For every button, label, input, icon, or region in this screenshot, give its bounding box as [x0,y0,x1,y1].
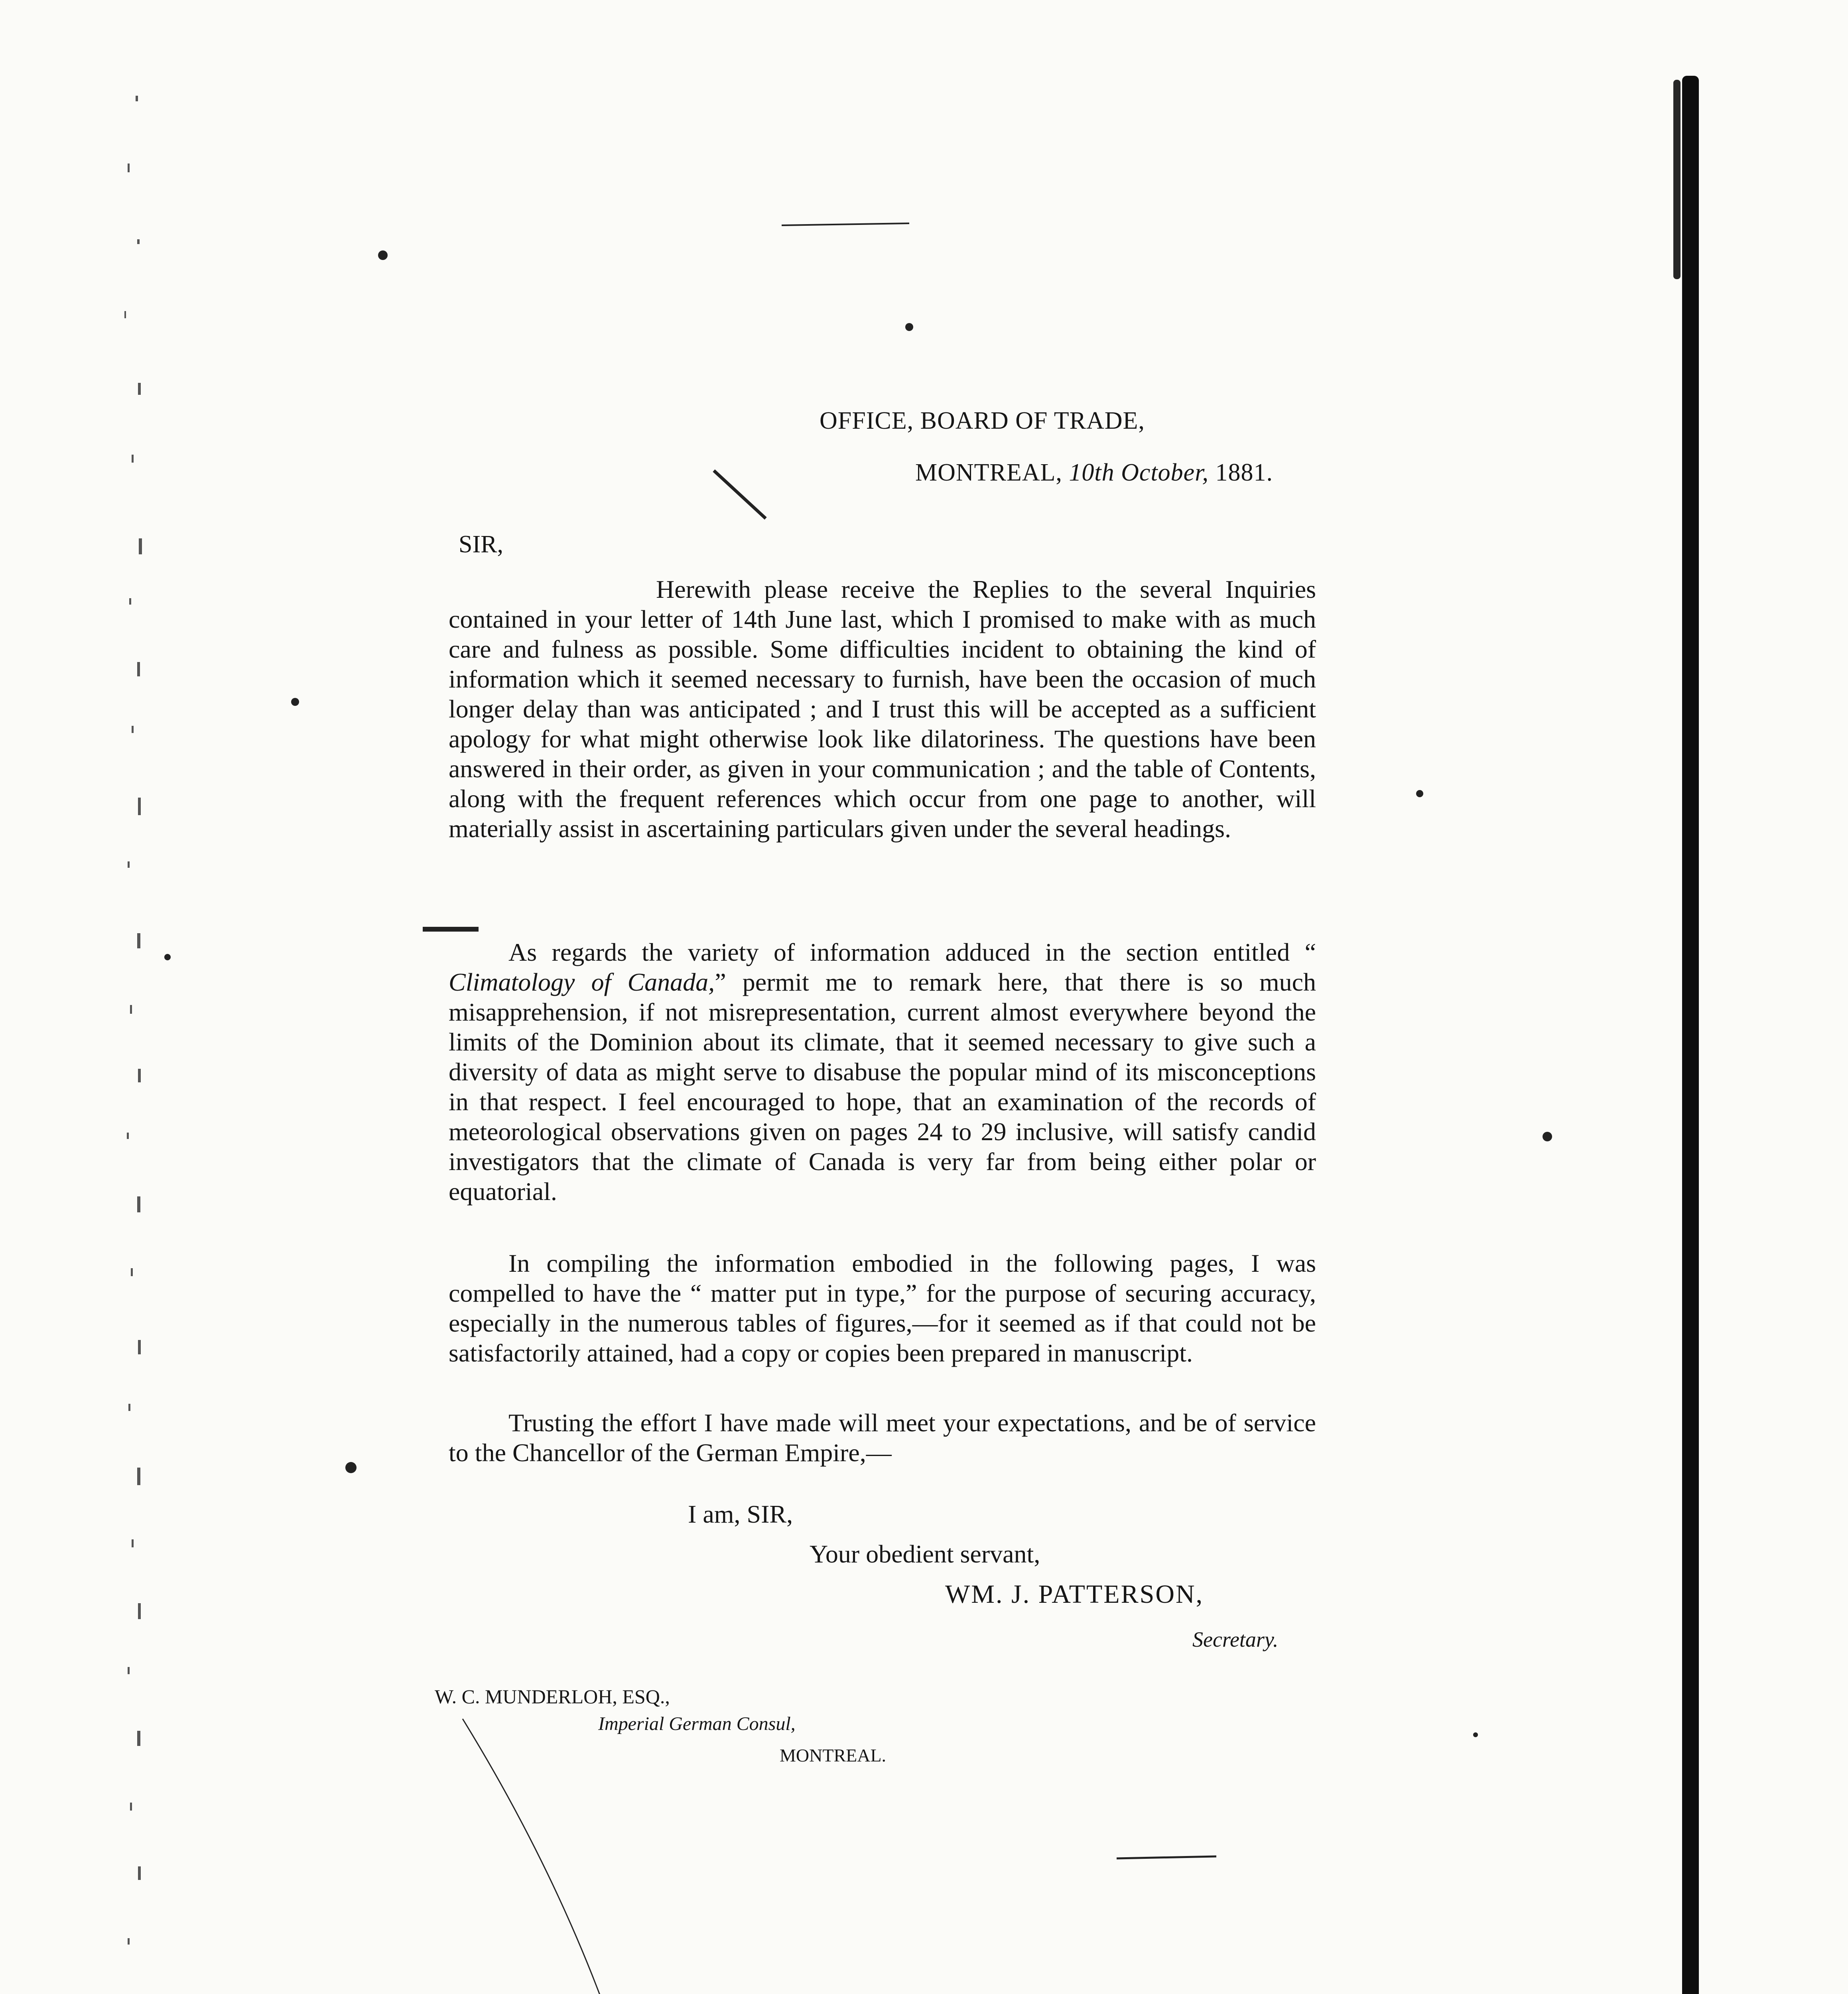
closing-line-1: I am, SIR, [688,1500,793,1528]
office-name: OFFICE, BOARD OF TRADE, [820,407,1145,434]
paragraph-3: In compiling the information embodied in the following pages, I was compelled to have the “ matter put in type,” for the purpose of securing accuracy, especially in the numerous tables of figures,—for it seemed as if that could not be satisfactorily attained, had a copy or copies been prepared in manuscript. [449,1249,1316,1367]
signature-title: Secretary. [1192,1628,1279,1651]
pen-stroke-mark [714,471,766,518]
addressee-city: MONTREAL. [780,1745,887,1765]
paragraph-2-rest: ” permit me to remark here, that there is so much misapprehension, if not misrepresentation, current almost everywhere beyond the limits of the Dominion about its climate, that it seemed necessary to give such a diversity of data as might serve to disabuse the popular mind of its misconceptions in that respect. I feel encouraged to hope, that an examination of the records of meteorological observations given on pages 24 to 29 inclusive, will satisfy candid investigators that the climate of Canada is very far from being either polar or equatorial. [449,968,1316,1206]
paragraph-2 [449,937,1316,1206]
closing-line-2: Your obedient servant, [810,1540,1040,1568]
date-month: October, [1121,459,1209,486]
scan-speckle-margin [120,80,152,1994]
dash-mark-bottom-right [1117,1856,1216,1858]
office-heading [820,407,1145,435]
paragraph-2-start: As regards the variety of information adduced in the section entitled “ [508,938,1316,966]
date-year: 1881. [1215,459,1273,486]
binding-edge [1673,80,1681,279]
signature-name: WM. J. PATTERSON, [945,1580,1204,1609]
pencil-curve-mark [463,1719,614,1994]
dash-mark-top [782,223,909,225]
addressee-title: Imperial German Consul, [598,1713,796,1734]
section-title-climatology: Climatology of Canada, [449,968,715,996]
city-name: MONTREAL, [915,459,1062,486]
paragraph-4: Trusting the effort I have made will meet your expectations, and be of service to the Chancellor of the German Empire,— [449,1409,1316,1467]
date-heading [915,459,1273,487]
salutation: SIR, [459,531,503,558]
addressee-name-text: W. C. MUNDERLOH, ESQ., [435,1685,670,1708]
binding-strip [1682,76,1699,1994]
date-day: 10th [1069,459,1115,486]
addressee-name [435,1685,670,1708]
paragraph-1: Herewith please receive the Replies to the several Inquiries contained in your letter of 14th June last, which I promised to make with as much care and fulness as possible. Some difficulties incident to obtaining the kind of information which it seemed necessary to furnish, have been the occasion of much longer delay than was anticipated ; and I trust this will be accepted as a sufficient apology for what might otherwise look like dilatoriness. The questions have been answered in their order, as given in your communication ; and the table of Contents, along with the frequent references which occur from one page to another, will materially assist in ascertaining particulars given under the several headings. [449,575,1316,843]
